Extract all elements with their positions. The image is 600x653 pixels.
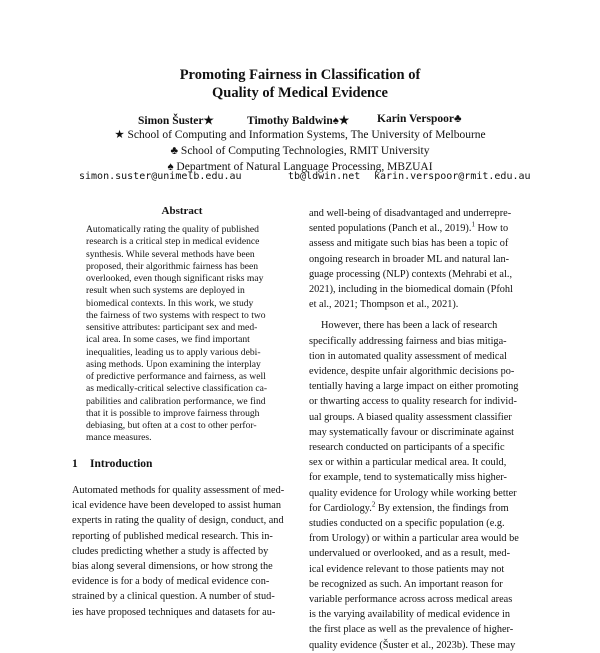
text-line: assess and mitigate such bias has been a topic of (309, 238, 509, 250)
email-address: simon.suster@unimelb.edu.au (79, 171, 242, 182)
text-line: result when such systems are deployed in (86, 285, 245, 297)
text-line: the first place as well as the prevalence of higher- (309, 624, 514, 636)
abstract-heading: Abstract (161, 205, 203, 217)
text-line: et al., 2021; Thompson et al., 2021). (309, 299, 459, 311)
text-line: be recognized as such. An important reason for (309, 578, 503, 590)
author-name: Timothy Baldwin♠★ (247, 115, 350, 127)
text-line: or thwarting access to quality research for individ- (309, 396, 517, 408)
right-column (309, 206, 531, 653)
text-line: pabilities and calibration performance, we find (86, 395, 266, 407)
paragraph (309, 318, 531, 652)
text-line: ical area. In some cases, we find important (86, 334, 250, 346)
affiliation-list (0, 127, 600, 175)
footnote-marker[interactable]: 1 (471, 220, 475, 229)
abstract-body (86, 224, 281, 445)
section-number: 1 (72, 458, 78, 470)
author-name: Simon Šuster★ (138, 115, 214, 127)
text-line: biomedical contexts. In this work, we study (86, 297, 254, 309)
section-title: Introduction (90, 458, 153, 470)
paper-title-line-1: Promoting Fairness in Classification of (179, 67, 421, 83)
text-line: sented populations (Panch et al., 2019).$^1$ How to (309, 220, 509, 235)
text-line: specifically addressing fairness and bias mitiga- (309, 335, 507, 347)
text-line: proposed, their algorithmic fairness has been (86, 260, 259, 272)
text-line: Automated methods for quality assessment of med- (72, 485, 285, 496)
text-line: sex or within a particular medical area. It could, (309, 457, 507, 469)
text-line: variable performance across across medical areas (309, 594, 513, 606)
email-list (0, 171, 600, 185)
text-line: ical evidence have been developed to assist human (72, 500, 282, 512)
text-line: of predictive performance and fairness, as well (86, 371, 266, 382)
text-line: ongoing research in broader ML and natural lan- (309, 253, 510, 265)
text-line: cludes predicting whether a study is affected by (72, 545, 269, 557)
text-line: research conducted on participants of a specific (309, 442, 505, 454)
text-line: Automatically rating the quality of published (86, 224, 259, 235)
text-line: overlooked, even though significant risks may (86, 273, 264, 284)
section-heading (72, 458, 152, 470)
affiliation: ★ School of Computing and Information Systems, The University of Melbourne (114, 129, 486, 141)
text-line: ical evidence relevant to those patients may not (309, 563, 505, 575)
text-line: evidence is for a body of medical evidence con- (72, 576, 270, 588)
text-line: mance measures. (86, 432, 152, 444)
text-line: quality evidence for Urology while working better (309, 487, 517, 499)
text-line: quality evidence (Šuster et al., 2023b). These may (309, 639, 516, 651)
text-line: the fairness of two systems with respect to two (86, 309, 266, 321)
text-line: reporting of published medical research. This in- (72, 530, 273, 542)
text-line: asing methods. Upon examining the interplay (86, 358, 261, 370)
author-name: Karin Verspoor♣ (377, 113, 462, 125)
text-line: guage processing (NLP) contexts (Mehrabi et al., (309, 268, 513, 280)
text-line: evidence, despite unfair algorithmic decisions po- (309, 366, 515, 378)
text-line: inequalities, leading us to apply various debi- (86, 346, 261, 358)
paragraph (309, 206, 531, 312)
footnote-marker[interactable]: 2 (371, 500, 376, 509)
text-line: that it is possible to improve fairness through (86, 407, 260, 419)
email-address: tb@ldwin.net (288, 171, 361, 182)
text-line: tion in automated quality assessment of medical (309, 350, 507, 362)
email-address: karin.verspoor@rmit.edu.au (374, 171, 531, 182)
introduction-body (72, 483, 294, 620)
text-line: may systematically favour or discriminate against (309, 426, 515, 438)
text-line: experts in rating the quality of design, conduct, and (72, 515, 284, 527)
affiliation: ♠ Department of Natural Language Processing, MBZUAI (167, 161, 433, 173)
paper-title (0, 66, 600, 102)
text-line: studies conducted on a specific population (e.g. (309, 518, 505, 530)
text-line: However, there has been a lack of research (321, 320, 498, 332)
text-line: ual groups. A biased quality assessment classifier (309, 411, 512, 423)
text-line: 2021), including in the biomedical domain (Pfohl (309, 284, 513, 296)
affiliation: ♣ School of Computing Technologies, RMIT University (170, 145, 430, 157)
text-line: as medically-critical selective classification ca- (86, 383, 268, 395)
text-line: for example, tend to systematically miss higher- (309, 472, 507, 484)
text-line: strained by a clinical question. A number of stud- (72, 591, 275, 603)
text-line: is the varying availability of medical evidence in (309, 609, 511, 621)
text-line: debiasing, but often at a cost to other perfor- (86, 420, 257, 431)
text-line: from Urology) or within a particular area would be (309, 533, 519, 545)
paper-title-line-2: Quality of Medical Evidence (212, 85, 388, 101)
text-line: synthesis. While several methods have been (86, 248, 255, 260)
text-line: undervalued or overlooked, and as a result, med- (309, 548, 511, 560)
text-line: for Cardiology.$^2$ By extension, the findings from (309, 500, 509, 514)
text-line: and well-being of disadvantaged and underrepre- (309, 208, 512, 219)
text-line: sensitive attributes: participant sex and med- (86, 322, 258, 333)
text-line: bias along several dimensions, or how strong the (72, 561, 273, 573)
text-line: ies have proposed techniques and datasets for au- (72, 606, 276, 618)
text-line: research is a critical step in medical evidence (86, 236, 260, 248)
text-line: tentially having a large impact on either promoting (309, 381, 519, 393)
